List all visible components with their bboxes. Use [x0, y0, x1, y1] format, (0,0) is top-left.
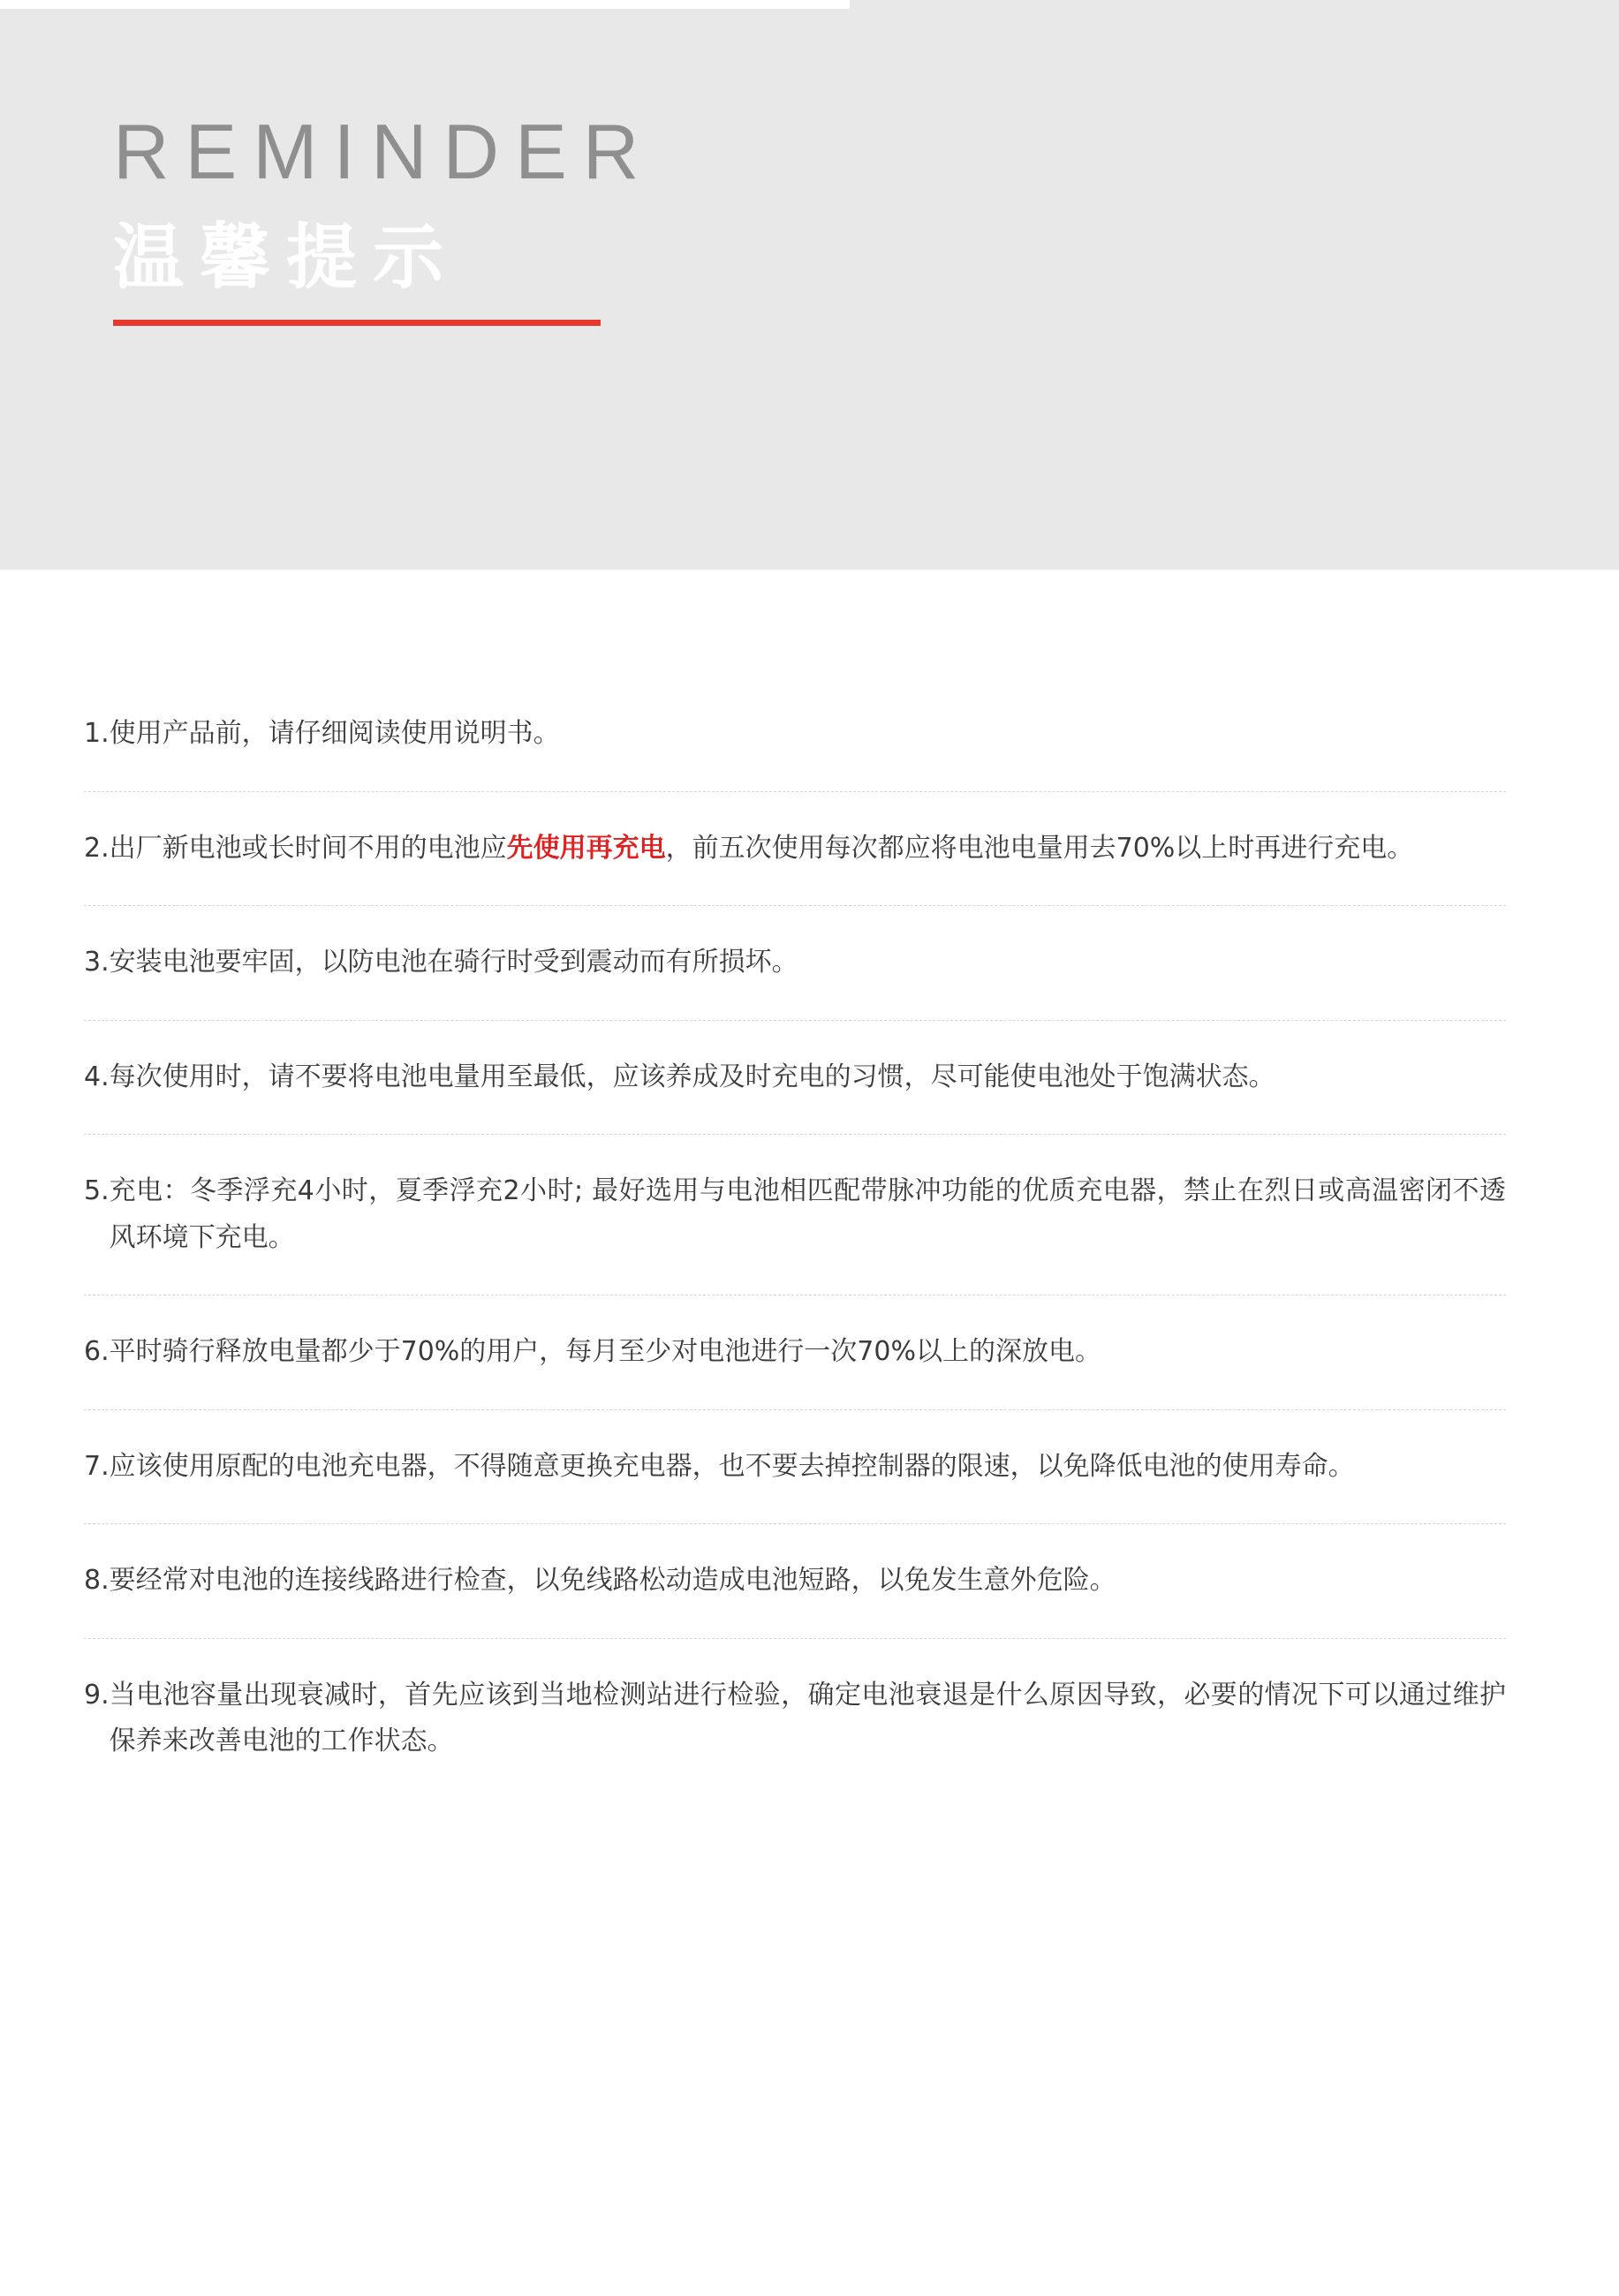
list-item-highlight: 先使用再充电 [506, 832, 666, 864]
list-item-number: 4. [84, 1061, 110, 1092]
list-item-number: 5. [84, 1175, 110, 1206]
list-item-number: 3. [84, 947, 110, 978]
list-item-number: 2. [84, 832, 110, 864]
list-item-number: 1. [84, 718, 110, 749]
list-item-text [110, 826, 1506, 872]
list-item [84, 1054, 1506, 1136]
page-title-chinese: 温馨提示 [113, 216, 459, 298]
page-title-english: REMINDER [113, 108, 655, 195]
list-item-text: 要经常对电池的连接线路进行检查，以免线路松动造成电池短路，以免发生意外危险。 [109, 1565, 1116, 1596]
header-band [0, 0, 1619, 570]
list-item [84, 826, 1506, 907]
list-item [84, 1329, 1506, 1410]
list-item-text: 安装电池要牢固，以防电池在骑行时受到震动而有所损坏。 [109, 947, 798, 978]
list-item-text-post: ，前五次使用每次都应将电池电量用去70%以上时再进行充电。 [665, 832, 1414, 864]
reminder-list [0, 570, 1619, 1799]
list-item-text: 平时骑行释放电量都少于70%的用户，每月至少对电池进行一次70%以上的深放电。 [109, 1336, 1101, 1367]
list-item-text: 应该使用原配的电池充电器，不得随意更换充电器，也不要去掉控制器的限速，以免降低电池的使用寿命。 [109, 1450, 1355, 1482]
list-item-text: 当电池容量出现衰减时，首先应该到当地检测站进行检验，确定电池衰退是什么原因导致，必要的情况下可以通过维护保养来改善电池的工作状态。 [109, 1679, 1506, 1756]
list-item-text-pre: 出厂新电池或长时间不用的电池应 [109, 832, 507, 864]
list-item [84, 1673, 1506, 1799]
list-item-number: 7. [84, 1450, 110, 1482]
list-item-text: 每次使用时，请不要将电池电量用至最低，应该养成及时充电的习惯，尽可能使电池处于饱满状态。 [109, 1061, 1275, 1092]
list-item-number: 9. [84, 1679, 110, 1711]
title-underline-rule [113, 320, 601, 326]
list-item [84, 1444, 1506, 1525]
header-title-group [113, 108, 655, 326]
list-item [84, 1558, 1506, 1639]
list-item [84, 1168, 1506, 1295]
header-top-notch [0, 0, 850, 9]
list-item-number: 8. [84, 1565, 110, 1596]
list-item-number: 6. [84, 1336, 110, 1367]
list-item [84, 711, 1506, 792]
list-item-text: 充电：冬季浮充4小时，夏季浮充2小时; 最好选用与电池相匹配带脉冲功能的优质充电器，禁止在烈日或高温密闭不透风环境下充电。 [109, 1175, 1506, 1253]
list-item [84, 940, 1506, 1021]
list-item-text: 使用产品前，请仔细阅读使用说明书。 [109, 718, 560, 749]
